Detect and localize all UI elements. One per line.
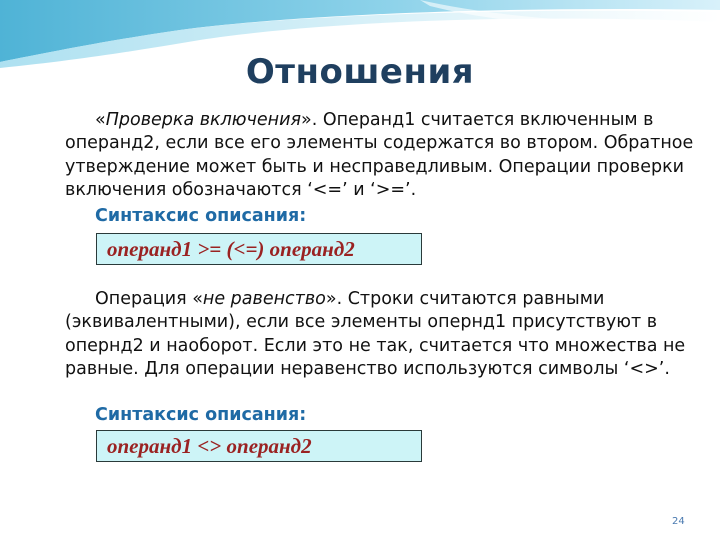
syntax-inequality: операнд1 <> операнд2	[107, 434, 312, 458]
syntax-inclusion: операнд1 >= (<=) операнд2	[107, 237, 355, 261]
quote-open: «	[95, 110, 106, 130]
inequality-paragraph	[65, 288, 705, 381]
syntax-box-inequality	[96, 430, 422, 462]
inclusion-term: Проверка включения	[105, 110, 301, 130]
inequality-text: ». Строки считаются равными (эквивалентными), если все элементы опернд1 присутствуют в опернд2 и наоборот. Если это не так, считается что множества не равные. Для операции неравенство используются символы ‘<>’.	[65, 289, 686, 379]
syntax-box-inclusion	[96, 233, 422, 265]
inequality-before: Операция «	[95, 289, 203, 309]
inclusion-paragraph	[65, 109, 705, 202]
inclusion-text: ». Операнд1 считается включенным в операнд2, если все его элементы содержатся во втором. Обратное утверждение может быть и несправедливым. Операции проверки включения обозначаются ‘<=’ и ‘>=’.	[65, 110, 694, 200]
slide-title: Отношения	[245, 52, 475, 92]
inequality-term: не равенство	[202, 289, 326, 309]
syntax-label-inequality: Синтаксис описания:	[95, 405, 307, 425]
syntax-label-inclusion: Синтаксис описания:	[95, 206, 307, 226]
page-number: 24	[672, 516, 685, 527]
